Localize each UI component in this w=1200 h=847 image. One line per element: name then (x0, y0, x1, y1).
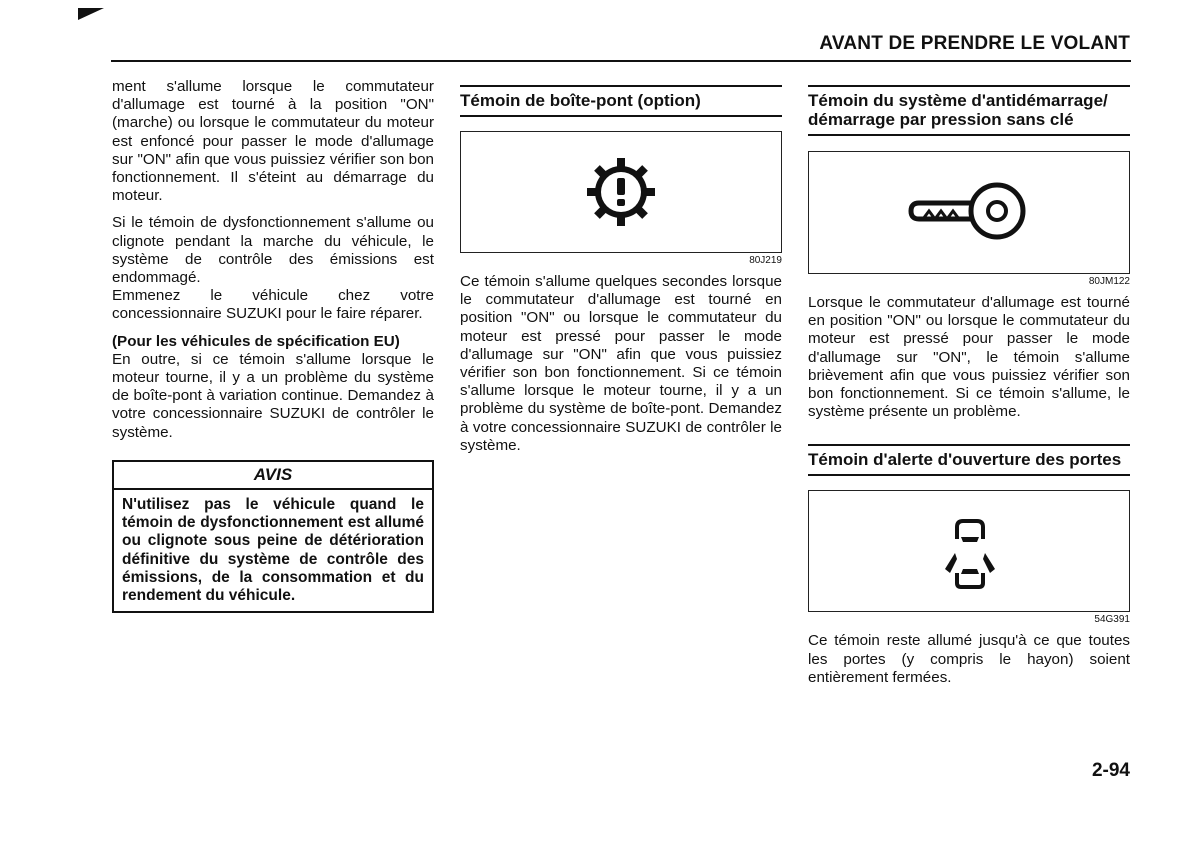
section-title-immobilizer: Témoin du système d'antidémarrage/ démarrage par pression sans clé (808, 85, 1130, 136)
page-number: 2-94 (1091, 760, 1130, 781)
paragraph: Emmenez le véhicule chez votre concessionnaire SUZUKI pour le faire réparer. (112, 287, 434, 323)
column-2 (460, 78, 782, 455)
notice-box (112, 460, 434, 613)
figure-code: 54G391 (1094, 614, 1130, 626)
figure-transaxle (460, 131, 782, 253)
key-icon (905, 177, 1035, 247)
paragraph: Lorsque le commutateur d'allumage est tourné en position "ON" ou lorsque le commutateur du moteur est pressé pour passer le mode d'allumage sur "ON", le témoin s'allume brièvement afin que vous puissiez vérifier son bon fonctionnement. Si ce témoin s'allume, le système présente un problème. (808, 294, 1130, 421)
notice-body: N'utilisez pas le véhicule quand le témoin de dysfonctionnement est allumé ou clignote sous peine de détérioration définitive du système de contrôle des émissions, de la consommation et du rendement du véhicule. (122, 496, 424, 605)
paragraph: ment s'allume lorsque le commutateur d'allumage est tourné à la position "ON" (marche) ou lorsque le commutateur du moteur est enfoncé pour passer le mode d'allumage sur "ON" afin que vous puissiez vérifier son bon fonctionnement. Il s'éteint au démarrage du moteur. (112, 78, 434, 205)
paragraph: En outre, si ce témoin s'allume lorsque le moteur tourne, il y a un problème du système de boîte-pont à variation continue. Demandez à votre concessionnaire SUZUKI de contrôler le système. (112, 350, 434, 441)
section-title-door-open: Témoin d'alerte d'ouverture des portes (808, 444, 1130, 476)
section-title-transaxle: Témoin de boîte-pont (option) (460, 85, 782, 117)
figure-code: 80J219 (749, 255, 782, 266)
column-3 (808, 78, 1130, 687)
figure-immobilizer (808, 151, 1130, 274)
eu-spec-heading: (Pour les véhicules de spécification EU) (112, 332, 400, 350)
corner-mark (78, 8, 104, 20)
door-open-icon (935, 511, 1005, 591)
gear-warning-icon (581, 152, 661, 232)
notice-title: AVIS (114, 462, 432, 490)
paragraph: Ce témoin s'allume quelques secondes lorsque le commutateur d'allumage est tourné en position "ON" ou lorsque le commutateur du moteur est pressé pour passer le mode d'allumage sur "ON" afin que vous puissiez vérifier son bon fonctionnement. Si ce témoin s'allume lorsque le moteur tourne, il y a un problème du système de boîte-pont. Demandez à votre concessionnaire SUZUKI de contrôler le système. (460, 273, 782, 454)
column-1 (112, 78, 434, 613)
paragraph: Si le témoin de dysfonctionnement s'allume ou clignote pendant la marche du véhicule, le système de contrôle des émissions est endommagé. (112, 214, 434, 287)
paragraph: Ce témoin reste allumé jusqu'à ce que toutes les portes (y compris le hayon) soient entièrement fermées. (808, 632, 1130, 686)
figure-code: 80JM122 (1088, 276, 1130, 287)
page-header-title: AVANT DE PRENDRE LE VOLANT (819, 33, 1130, 54)
figure-door-open (808, 490, 1130, 612)
header-rule (111, 60, 1131, 62)
